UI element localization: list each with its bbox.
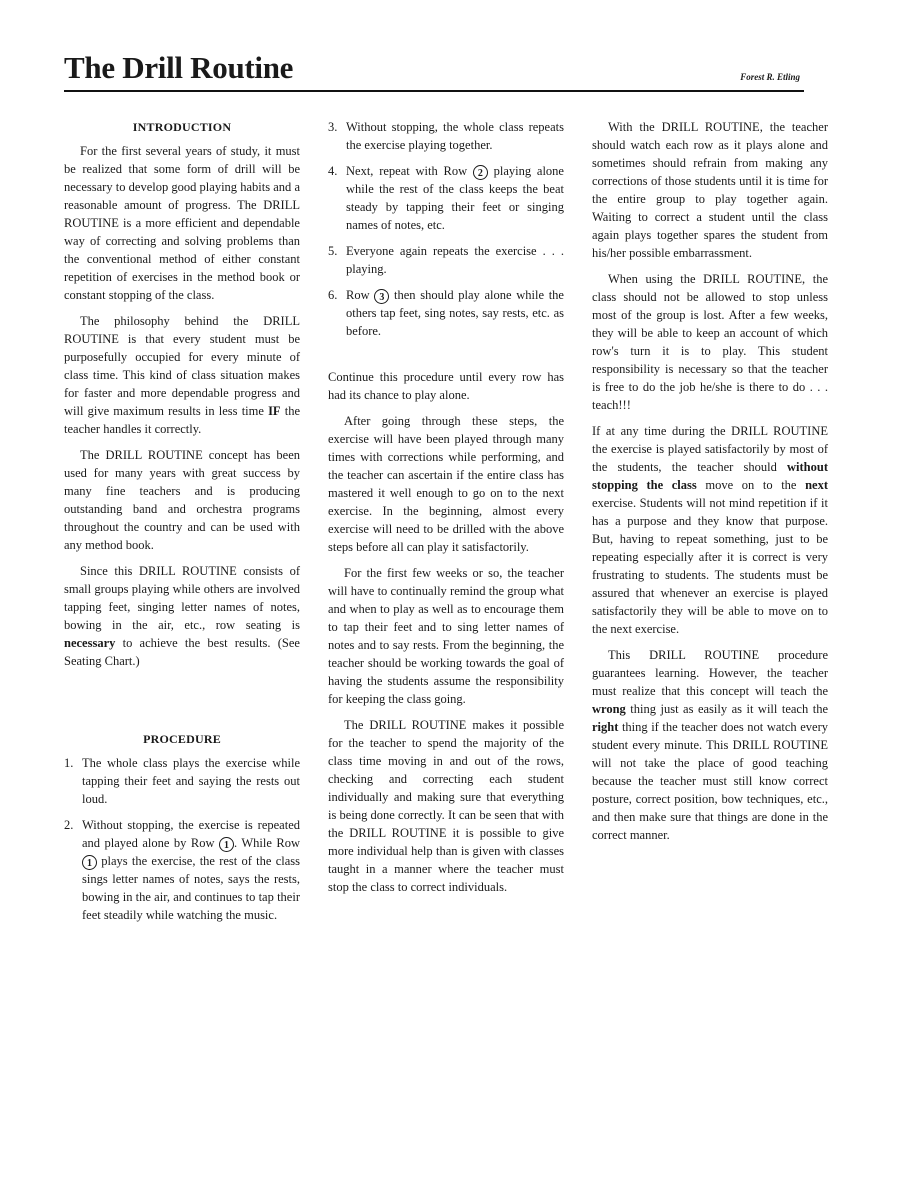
row-1-circle: 1 bbox=[82, 855, 97, 870]
first-weeks-paragraph: For the first few weeks or so, the teacher will have to continually remind the group what and when to play as well as to encourage them to tap their feet and to sing letter names of notes and to say rests. From the beginning, the teacher should be working towards the goal of having the students assume the responsibility for keeping the class going. bbox=[328, 566, 564, 706]
row-1-circle: 1 bbox=[219, 837, 234, 852]
watch-rows-paragraph: With the DRILL ROUTINE, the teacher should watch each row as it plays alone and sometimes should refrain from making any corrections of those students until it is time for the entire group to play together again. Waiting to correct a student until the class again plays together spares the student from his/her possible embarrassment. bbox=[592, 120, 828, 260]
drill-routine-paragraph: The DRILL ROUTINE makes it possible for the teacher to spend the majority of the class time moving in and out of the rows, checking and correcting each student individually and making sure that everything is being done correctly. It can be seen that with the DRILL ROUTINE it is possible to give more individual help than is given with classes taught in a manner where the teacher must stop the class to correct individuals. bbox=[328, 718, 564, 894]
if-at-any-time-paragraph: If at any time during the DRILL ROUTINE the exercise is played satisfactorily by most of the students, the teacher should without stopping the class move on to the next exercise. Students will not mind repetition if it has a purpose and they know that purpose. But, having to repeat something, just to be repeating especially after it is correct is very frustrating to students. The students must be assured that whenever an exercise is played satisfactorily they will be able to move on to the next exercise. bbox=[592, 424, 828, 636]
intro-paragraph-2: The philosophy behind the DRILL ROUTINE is that every student must be purposefully occupied for every minute of class time. This kind of class situation makes for faster and more dependable progress and will give maximum results in less time IF the teacher handles it correctly. bbox=[64, 314, 300, 436]
author-byline: Forest R. Etling bbox=[740, 72, 800, 82]
title-rule bbox=[64, 90, 804, 92]
row-3-circle: 3 bbox=[374, 289, 389, 304]
procedure-step-2: 2. Without stopping, the exercise is repeated and played alone by Row 1 . While Row 1 plays the exercise, the rest of the class sings letter names of notes, says the rests, bowing in the air, and continues to tap their feet steadily while watching the music. bbox=[64, 818, 300, 922]
continue-paragraph: Continue this procedure until every row has had its chance to play alone. bbox=[328, 370, 564, 402]
procedure-step-1: 1. The whole class plays the exercise while tapping their feet and saying the rests out loud. bbox=[64, 756, 300, 806]
procedure-step-6: 6. Row 3 then should play alone while the others tap feet, sing notes, say rests, etc. as before. bbox=[328, 288, 564, 338]
guarantees-learning-paragraph: This DRILL ROUTINE procedure guarantees learning. However, the teacher must realize that this concept will teach the wrong thing just as easily as it will teach the right thing if the teacher does not watch every student every minute. This DRILL ROUTINE will not take the place of good teaching because the teacher must still know correct posture, correct position, bow techniques, etc., and then make sure that things are done in the correct manner. bbox=[592, 648, 828, 842]
intro-paragraph-4: Since this DRILL ROUTINE consists of small groups playing while others are involved tapping feet, singing letter names of notes, bowing in the air, etc., row seating is necessary to achieve the best results. (See Seating Chart.) bbox=[64, 564, 300, 668]
intro-paragraph-1: For the first several years of study, it must be realized that some form of drill will be necessary to develop good playing habits and a reasonable amount of progress. The DRILL ROUTINE is a more efficient and dependable way of correcting and solving problems than the conventional method of either constant repetition of exercises in the method book or constant stopping of the class. bbox=[64, 144, 300, 302]
procedure-step-3: 3. Without stopping, the whole class repeats the exercise playing together. bbox=[328, 120, 564, 152]
procedure-step-4: 4. Next, repeat with Row 2 playing alone while the rest of the class keeps the beat steady by tapping their feet or singing names of notes, etc. bbox=[328, 164, 564, 232]
column-3 bbox=[592, 118, 828, 852]
when-using-paragraph: When using the DRILL ROUTINE, the class should not be allowed to stop unless most of the group is lost. After a few weeks, they will be able to keep an account of which row's turn it is to play. This student responsibility is necessary so that the teacher is free to do the job he/she is there to do . . . teach!!! bbox=[592, 272, 828, 412]
column-2 bbox=[328, 118, 564, 904]
introduction-heading: INTRODUCTION bbox=[132, 120, 232, 134]
column-1 bbox=[64, 118, 300, 932]
page-title: The Drill Routine bbox=[64, 50, 294, 85]
after-steps-paragraph: After going through these steps, the exercise will have been played through many times with corrections while performing, and the teacher can ascertain if the entire class has mastered it well enough to go on to the next exercise. In the beginning, almost every exercise will need to be drilled with the above steps before all can play it satisfactorily. bbox=[328, 414, 564, 554]
procedure-heading: PROCEDURE bbox=[143, 732, 221, 746]
procedure-step-5: 5. Everyone again repeats the exercise . . . playing. bbox=[328, 244, 564, 276]
intro-paragraph-3: The DRILL ROUTINE concept has been used for many years with great success by many fine teachers and is producing outstanding band and orchestra programs throughout the country and can be used with any method book. bbox=[64, 448, 300, 552]
row-2-circle: 2 bbox=[473, 165, 488, 180]
